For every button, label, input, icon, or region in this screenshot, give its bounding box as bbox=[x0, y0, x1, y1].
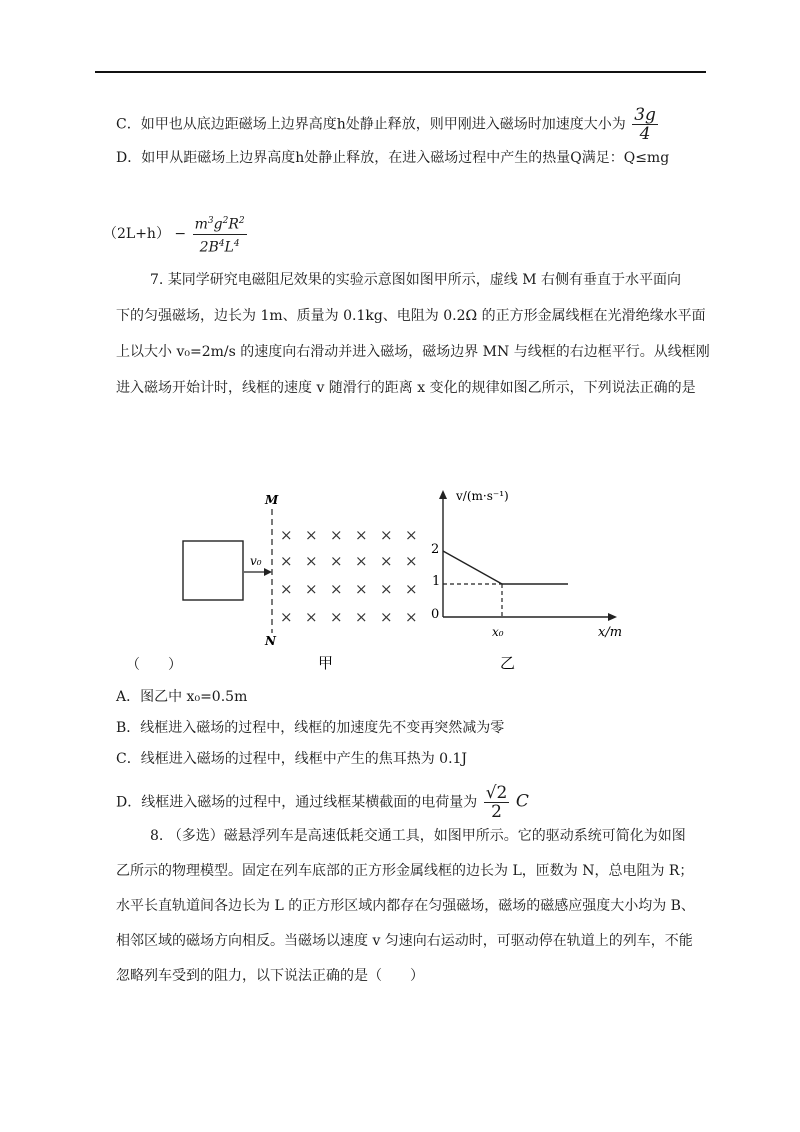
q7-stem-line3: 上以大小 v₀=2m/s 的速度向右滑动并进入磁场，磁场边界 MN 与线框的右边框平行。从线框刚 bbox=[116, 344, 710, 360]
field-cross: × bbox=[405, 608, 418, 626]
q6-option-d-continued: （2L+h） − $\frac{m^3g^2R^2}{2B^4L^4}$ bbox=[103, 212, 249, 256]
q7-number: 7. bbox=[150, 272, 164, 288]
q7-option-d[interactable]: D．线框进入磁场的过程中，通过线框某横截面的电荷量为 $\frac{√2}{2}$ C bbox=[116, 783, 529, 822]
square-coil bbox=[183, 541, 243, 600]
field-cross: × bbox=[380, 608, 393, 626]
field-cross: × bbox=[405, 552, 418, 570]
v-x-declining-segment bbox=[443, 551, 502, 584]
q6-option-c: C．如甲也从底边距磁场上边界高度h处静止释放，则甲刚进入磁场时加速度大小为 $\frac{3g}{4}$ bbox=[116, 105, 656, 144]
x0-tick-label: x₀ bbox=[492, 625, 504, 639]
figure-jia bbox=[183, 493, 418, 672]
y-axis-arrow bbox=[439, 490, 447, 499]
field-cross: × bbox=[330, 580, 343, 598]
field-cross: × bbox=[305, 526, 318, 544]
velocity-arrow-head bbox=[264, 568, 272, 576]
field-cross: × bbox=[380, 552, 393, 570]
magnetic-field-crosses bbox=[280, 526, 418, 626]
y-tick-2: 2 bbox=[431, 542, 440, 557]
field-cross: × bbox=[355, 608, 368, 626]
field-cross: × bbox=[380, 580, 393, 598]
field-cross: × bbox=[305, 580, 318, 598]
q7-answer-blank[interactable]: （ ） bbox=[126, 657, 182, 673]
origin-label: 0 bbox=[431, 607, 440, 622]
field-cross: × bbox=[405, 526, 418, 544]
q7-option-a[interactable]: A．图乙中 x₀=0.5m bbox=[116, 689, 248, 705]
field-cross: × bbox=[280, 608, 293, 626]
label-n: N bbox=[265, 634, 276, 648]
field-cross: × bbox=[280, 526, 293, 544]
field-cross: × bbox=[330, 552, 343, 570]
q8-stem-line1: 8. （多选）磁悬浮列车是高速低耗交通工具，如图甲所示。它的驱动系统可简化为如图 bbox=[150, 828, 686, 844]
field-cross: × bbox=[280, 580, 293, 598]
q8-number: 8. bbox=[150, 828, 164, 844]
q7-option-b[interactable]: B．线框进入磁场的过程中，线框的加速度先不变再突然减为零 bbox=[116, 720, 505, 736]
field-cross: × bbox=[355, 552, 368, 570]
x-axis-arrow bbox=[608, 613, 617, 621]
q8-stem-line5[interactable]: 忽略列车受到的阻力，以下说法正确的是（ ） bbox=[116, 968, 424, 984]
label-m: M bbox=[265, 493, 279, 507]
y-tick-1: 1 bbox=[432, 574, 441, 589]
q6-option-d: D．如甲从距磁场上边界高度h处静止释放，在进入磁场过程中产生的热量Q满足：Q≤mg bbox=[116, 150, 670, 166]
x-axis-label: x/m bbox=[598, 625, 623, 640]
q7-option-c[interactable]: C．线框进入磁场的过程中，线框中产生的焦耳热为 0.1J bbox=[116, 751, 468, 767]
field-cross: × bbox=[305, 608, 318, 626]
q8-stem-line3: 水平长直轨道间各边长为 L 的正方形区域内都存在匀强磁场，磁场的磁感应强度大小均为 B、 bbox=[116, 898, 695, 914]
q7-stem-line2: 下的匀强磁场，边长为 1m、质量为 0.1kg、电阻为 0.2Ω 的正方形金属线框在光滑绝缘水平面 bbox=[116, 308, 706, 324]
q8-stem-line4: 相邻区域的磁场方向相反。当磁场以速度 v 匀速向右运动时，可驱动停在轨道上的列车，不能 bbox=[116, 933, 693, 949]
field-cross: × bbox=[305, 552, 318, 570]
y-axis-label: v/(m·s⁻¹) bbox=[456, 489, 509, 503]
header-rule bbox=[95, 71, 706, 73]
q7-d-fraction: $\frac{√2}{2}$ bbox=[485, 783, 508, 822]
field-cross: × bbox=[355, 580, 368, 598]
caption-jia: 甲 bbox=[318, 654, 334, 672]
field-cross: × bbox=[405, 580, 418, 598]
field-cross: × bbox=[280, 552, 293, 570]
q7-stem-line4: 进入磁场开始计时，线框的速度 v 随滑行的距离 x 变化的规律如图乙所示，下列说法正确的是 bbox=[116, 380, 696, 396]
q6-c-fraction: $\frac{3g}{4}$ bbox=[634, 105, 656, 144]
q8-stem-line2: 乙所示的物理模型。固定在列车底部的正方形金属线框的边长为 L，匝数为 N，总电阻为 R； bbox=[116, 863, 694, 879]
field-cross: × bbox=[355, 526, 368, 544]
figure-yi bbox=[431, 489, 622, 672]
q7-stem-line1: 7. 某同学研究电磁阻尼效果的实验示意图如图甲所示，虚线 M 右侧有垂直于水平面向 bbox=[150, 272, 682, 288]
caption-yi: 乙 bbox=[500, 654, 516, 672]
field-cross: × bbox=[380, 526, 393, 544]
field-cross: × bbox=[330, 526, 343, 544]
q6-d-fraction: $\frac{m^3g^2R^2}{2B^4L^4}$ bbox=[193, 212, 247, 256]
field-cross: × bbox=[330, 608, 343, 626]
label-v0: v₀ bbox=[250, 554, 262, 568]
